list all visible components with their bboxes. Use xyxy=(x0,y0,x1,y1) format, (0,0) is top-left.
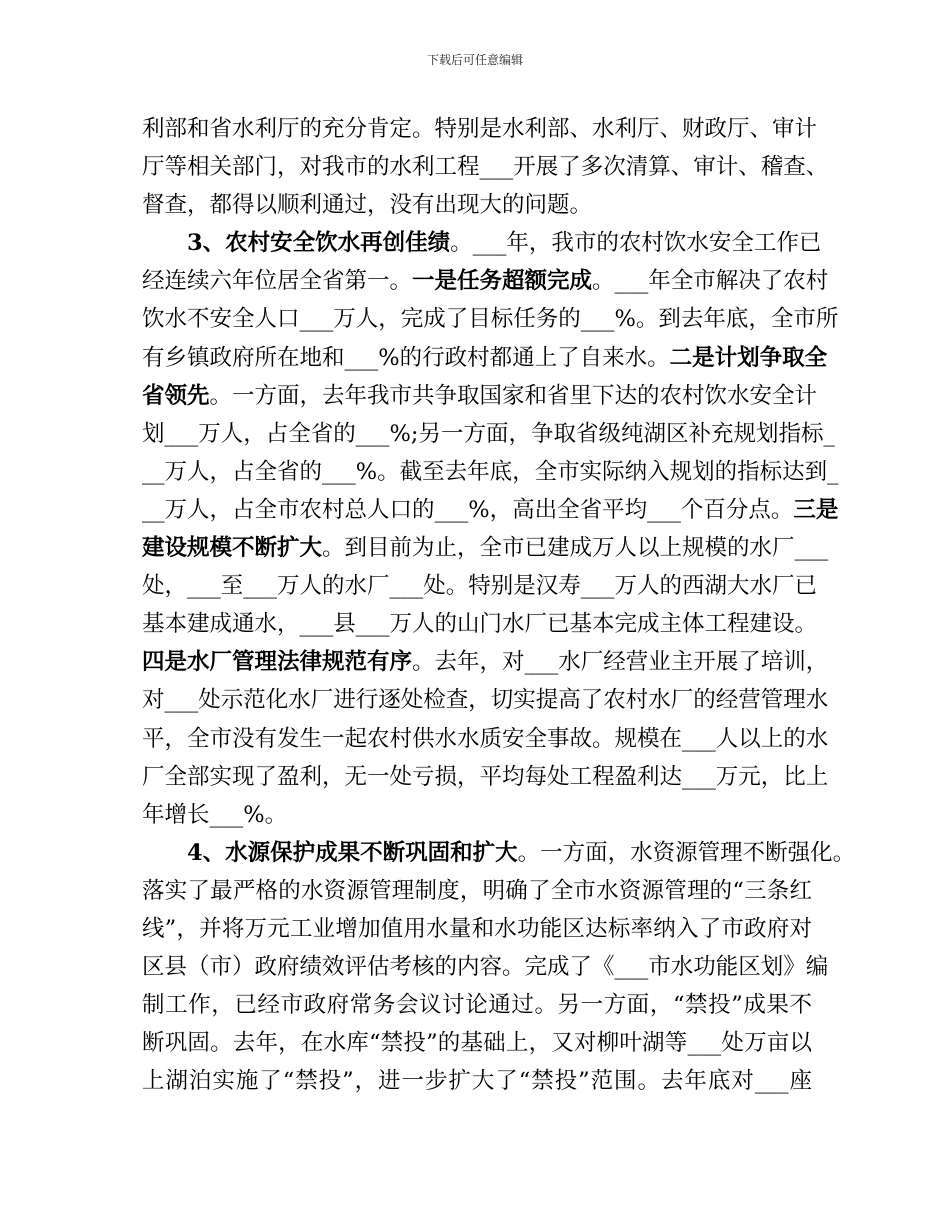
body-text-run: __万人，占全省的___%。截至去年底，全市实际纳入规划的指标达到_ xyxy=(142,458,839,485)
text-line xyxy=(142,415,835,453)
text-line xyxy=(142,910,812,948)
body-text-run: 划___万人，占全省的___%;另一方面，争取省级纯湖区补充规划指标_ xyxy=(142,420,835,447)
text-line xyxy=(142,605,818,643)
text-line xyxy=(142,453,839,491)
text-line xyxy=(142,643,829,681)
text-line xyxy=(142,720,829,758)
body-text-run: 制工作，已经市政府常务会议讨论通过。另一方面，“禁投”成果不 xyxy=(142,992,812,1019)
document-body xyxy=(142,110,856,1100)
text-line xyxy=(142,262,829,300)
body-text-run: 。去年，对___水厂经营业主开展了培训， xyxy=(412,649,829,676)
text-line xyxy=(142,491,839,529)
body-text-run: __万人，占全市农村总人口的___%，高出全省平均___个百分点。 xyxy=(142,496,794,523)
text-line xyxy=(142,110,818,148)
text-line xyxy=(142,567,818,605)
body-text-run: 厂全部实现了盈利，无一处亏损，平均每处工程盈利达___万元，比上 xyxy=(142,763,829,790)
body-text-run: 饮水不安全人口___万人，完成了目标任务的___%。到去年底，全市所 xyxy=(142,306,839,333)
body-text-run: 年增长___%。 xyxy=(142,801,288,828)
text-line xyxy=(142,796,812,834)
bold-heading-text: 3、农村安全饮水再创佳绩 xyxy=(187,230,451,257)
body-text-run: 平，全市没有发生一起农村供水水质安全事故。规模在___人以上的水 xyxy=(142,725,829,752)
text-line xyxy=(142,681,829,719)
body-text-run: 利部和省水利厅的充分肯定。特别是水利部、水利厅、财政厅、审计 xyxy=(142,116,818,142)
bold-heading-text: 省领先 xyxy=(142,382,210,409)
text-line xyxy=(142,834,856,872)
bold-heading-text: 4、水源保护成果不断巩固和扩大 xyxy=(187,839,518,866)
body-text-run: 断巩固。去年，在水库“禁投”的基础上，又对柳叶湖等___处万亩以 xyxy=(142,1030,812,1057)
body-text-run: 基本建成通水，___县___万人的山门水厂已基本完成主体工程建设。 xyxy=(142,611,818,638)
body-text-run: 督查，都得以顺利通过，没有出现大的问题。 xyxy=(142,192,593,219)
bold-heading-text: 四是水厂管理法律规范有序 xyxy=(142,649,413,676)
bold-heading-text: 建设规模不断扩大 xyxy=(142,535,323,562)
body-text-run: 线”，并将万元工业增加值用水量和水功能区达标率纳入了市政府对 xyxy=(142,915,812,942)
body-text-run: 。___年，我市的农村饮水安全工作已 xyxy=(450,230,822,257)
text-line xyxy=(142,300,839,338)
text-line xyxy=(142,186,812,224)
body-text-run: 。___年全市解决了农村 xyxy=(592,268,829,295)
bold-heading-text: 一是任务超额完成 xyxy=(412,268,593,295)
body-text-run: 。到目前为止，全市已建成万人以上规模的水厂___ xyxy=(322,535,829,562)
bold-heading-text: 三是 xyxy=(793,496,839,523)
body-text-run: 有乡镇政府所在地和___%的行政村都通上了自来水。 xyxy=(142,344,670,371)
text-line xyxy=(142,529,829,567)
body-text-run: 。一方面，水资源管理不断强化。 xyxy=(517,839,856,866)
body-text-run: 厅等相关部门，对我市的水利工程___开展了多次清算、审计、稽查、 xyxy=(142,154,829,181)
text-line xyxy=(142,148,829,186)
body-text-run: 对___处示范化水厂进行逐处检查，切实提高了农村水厂的经营管理水 xyxy=(142,687,829,714)
text-line xyxy=(142,758,829,796)
text-line xyxy=(142,948,829,986)
text-line xyxy=(142,986,812,1024)
text-line xyxy=(142,872,812,910)
body-text-run: 上湖泊实施了“禁投”，进一步扩大了“禁投”范围。去年底对___座 xyxy=(142,1068,812,1095)
body-text-run: 区县（市）政府绩效评估考核的内容。完成了《___市水功能区划》编 xyxy=(142,954,829,981)
bold-heading-text: 二是计划争取全 xyxy=(669,344,828,371)
text-line xyxy=(142,1024,812,1062)
body-text-run: 处，___至___万人的水厂___处。特别是汉寿___万人的西湖大水厂已 xyxy=(142,573,818,600)
text-line xyxy=(142,224,822,262)
text-line xyxy=(142,377,818,415)
page-header: 下载后可任意编辑 xyxy=(426,53,523,67)
text-line xyxy=(142,339,828,377)
body-text-run: 。一方面，去年我市共争取国家和省里下达的农村饮水安全计 xyxy=(209,382,818,409)
body-text-run: 落实了最严格的水资源管理制度，明确了全市水资源管理的“三条红 xyxy=(142,877,812,904)
text-line xyxy=(142,1062,812,1100)
body-text-run: 经连续六年位居全省第一。 xyxy=(142,268,413,295)
